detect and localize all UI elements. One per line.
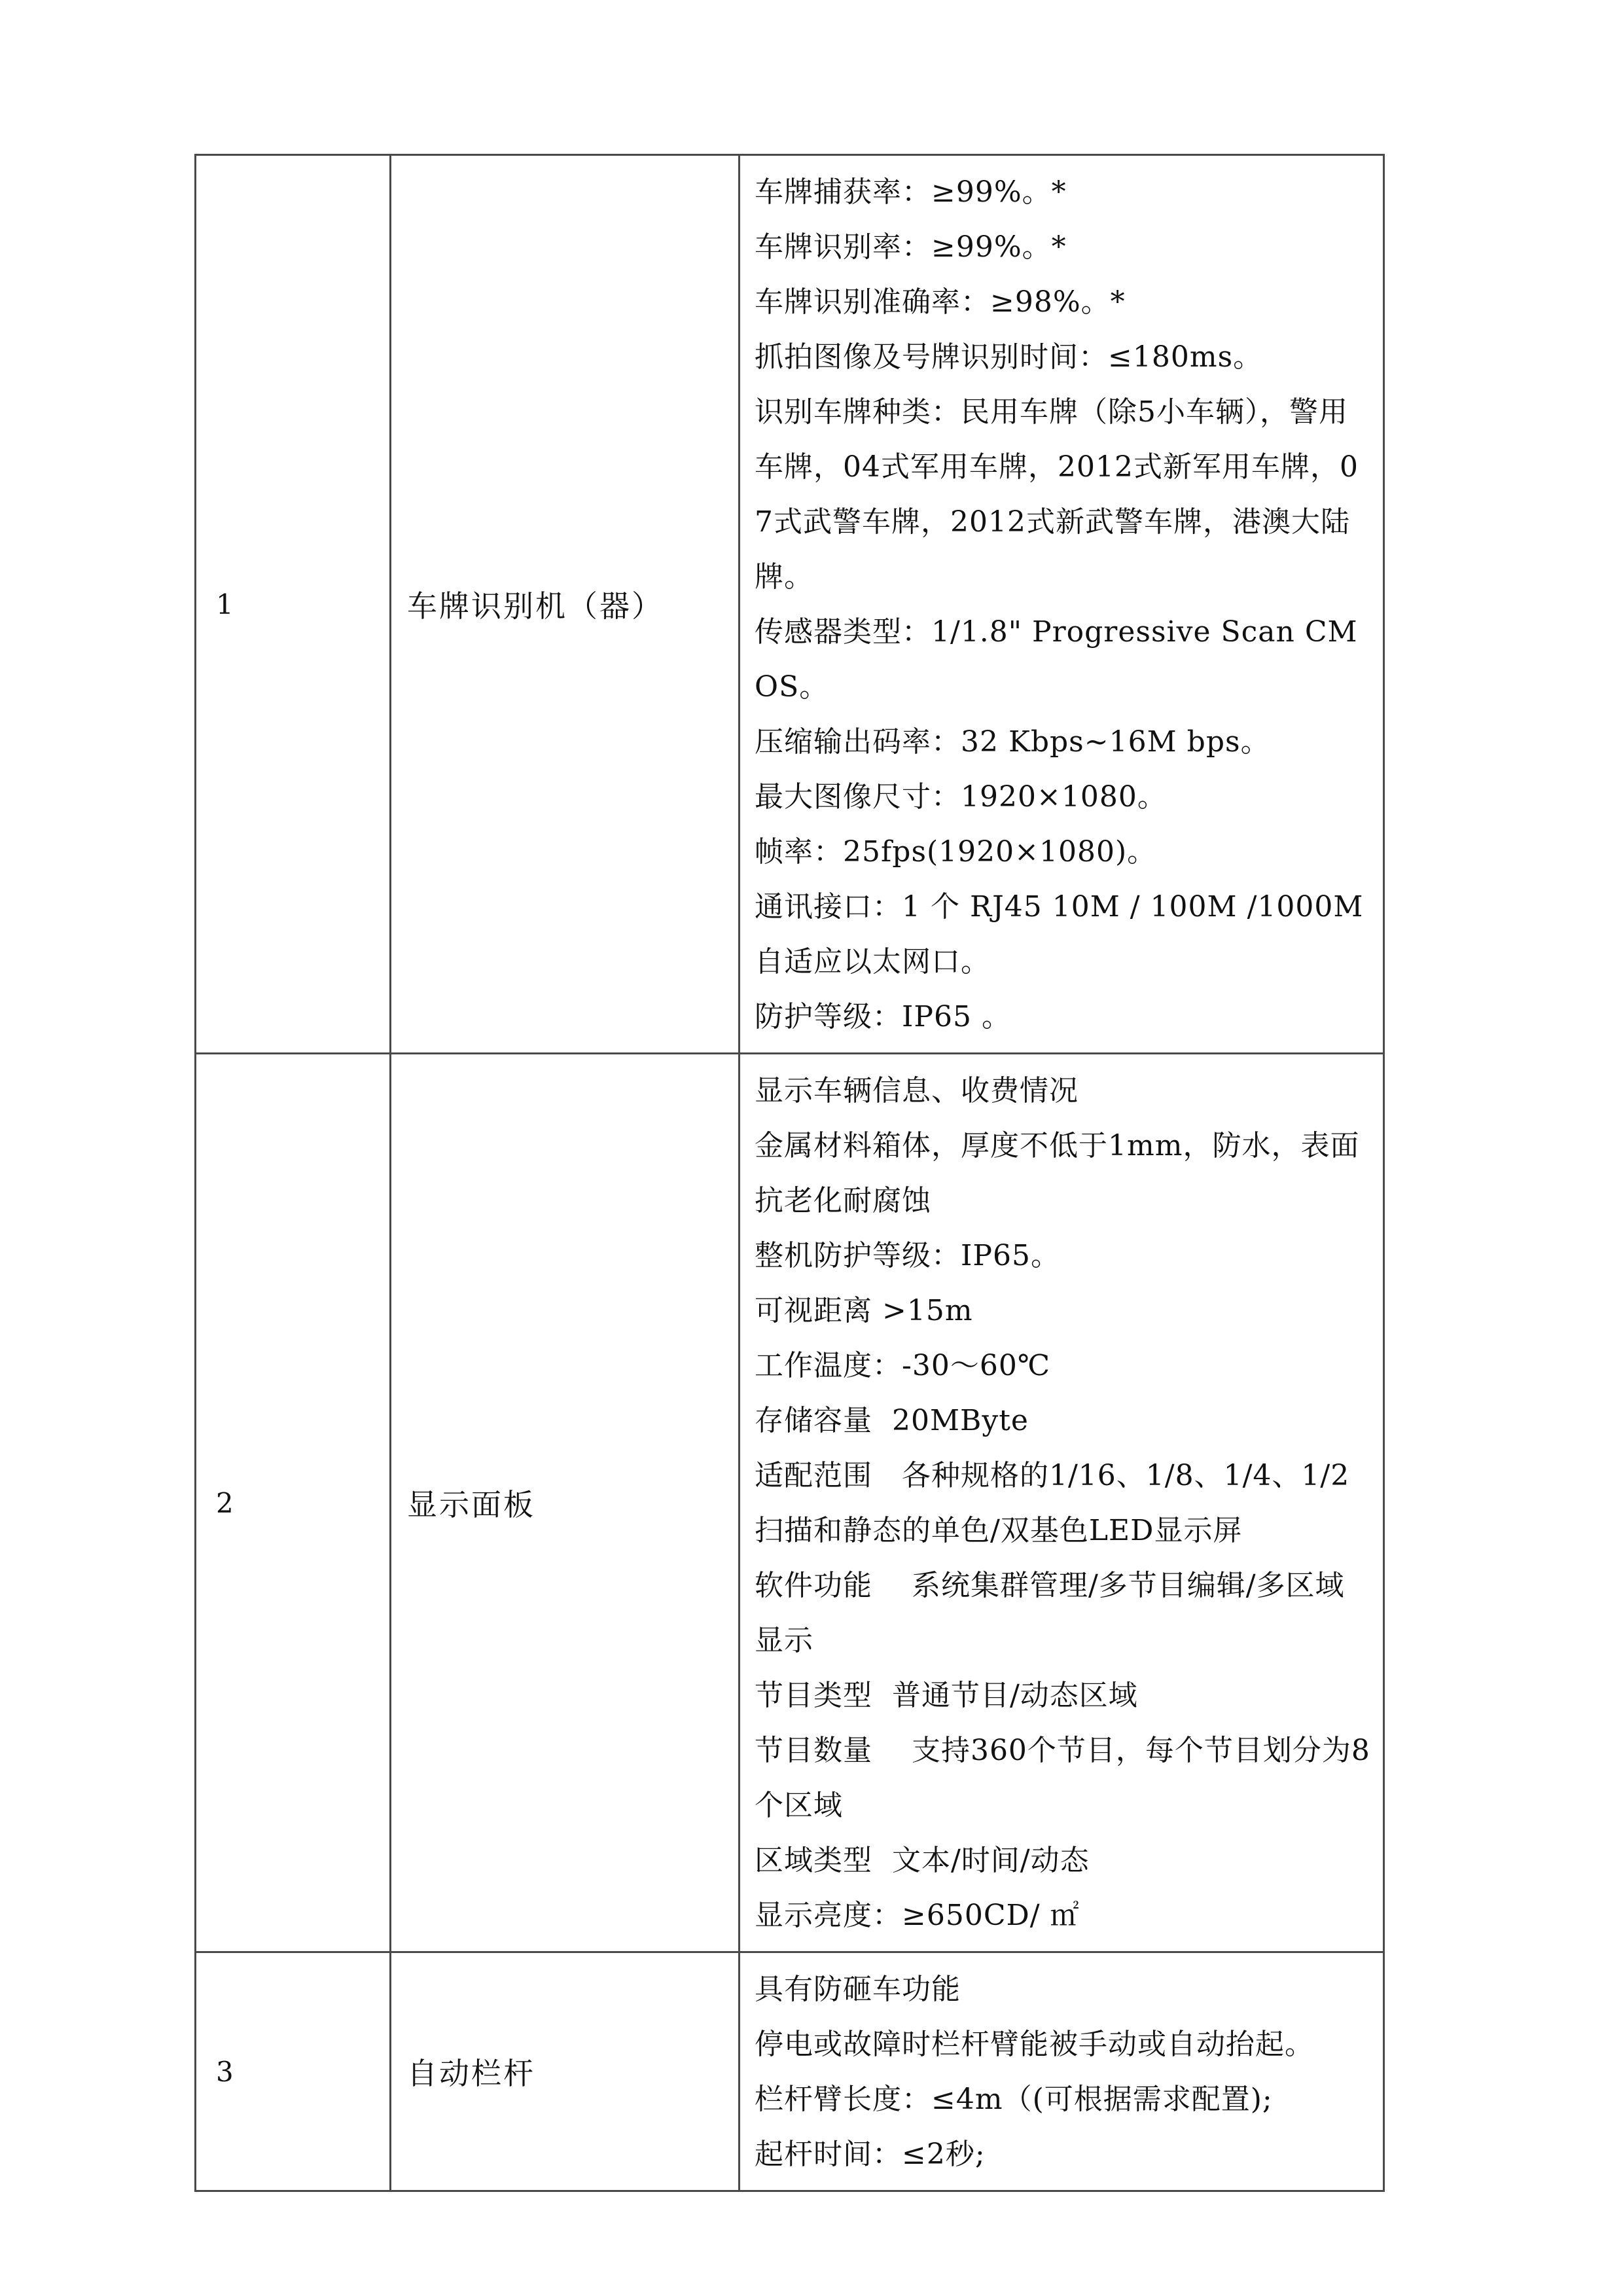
table-row: [196, 1054, 1384, 1952]
spec-line: 车牌识别率：≥99%。*: [755, 230, 1067, 264]
spec-line: 车牌捕获率：≥99%。*: [755, 175, 1067, 209]
item-name: 显示面板: [391, 1054, 740, 1952]
spec-line: 适配范围 各种规格的1/16、1/8、1/4、1/2扫描和静态的单色/双基色LED显示屏: [755, 1459, 1350, 1547]
item-name: 车牌识别机（器）: [391, 155, 740, 1054]
spec-line: 存储容量 20MByte: [755, 1404, 1029, 1437]
row-index: 1: [196, 155, 391, 1054]
row-index: 2: [196, 1054, 391, 1952]
table-row: [196, 1952, 1384, 2191]
row-index: 3: [196, 1952, 391, 2191]
spec-line: 整机防护等级：IP65。: [755, 1239, 1060, 1272]
spec-line: 起杆时间：≤2秒;: [755, 2138, 986, 2171]
spec-line: 具有防砸车功能: [755, 1973, 961, 2006]
spec-line: 传感器类型：1/1.8" Progressive Scan CMOS。: [755, 615, 1358, 704]
spec-line: 识别车牌种类：民用车牌（除5小车辆），警用车牌，04式军用车牌，2012式新军用车牌，07式武警车牌，2012式新武警车牌，港澳大陆牌。: [755, 395, 1359, 594]
spec-line: 停电或故障时栏杆臂能被手动或自动抬起。: [755, 2028, 1314, 2061]
spec-cell: [740, 1952, 1384, 2191]
item-name: 自动栏杆: [391, 1952, 740, 2191]
spec-line: 最大图像尺寸：1920×1080。: [755, 780, 1167, 814]
spec-line: 工作温度：-30～60℃: [755, 1349, 1051, 1382]
spec-line: 金属材料箱体，厚度不低于1mm，防水，表面抗老化耐腐蚀: [755, 1129, 1360, 1217]
spec-line: 帧率：25fps(1920×1080)。: [755, 835, 1157, 869]
table-row: [196, 155, 1384, 1054]
spec-line: 显示车辆信息、收费情况: [755, 1074, 1079, 1107]
spec-line: 显示亮度：≥650CD/ ㎡: [755, 1899, 1080, 1932]
spec-line: 压缩输出码率：32 Kbps~16M bps。: [755, 725, 1270, 759]
spec-cell: [740, 1054, 1384, 1952]
spec-line: 抓拍图像及号牌识别时间：≤180ms。: [755, 340, 1263, 374]
spec-table: [194, 154, 1385, 2192]
spec-line: 可视距离 >15m: [755, 1294, 973, 1327]
spec-line: 节目类型 普通节目/动态区域: [755, 1679, 1138, 1712]
spec-line: 栏杆臂长度：≤4m（(可根据需求配置);: [755, 2083, 1273, 2116]
spec-line: 防护等级：IP65 。: [755, 1000, 1011, 1033]
spec-cell: [740, 155, 1384, 1054]
spec-line: 车牌识别准确率：≥98%。*: [755, 285, 1126, 319]
spec-line: 通讯接口：1 个 RJ45 10M / 100M /1000M 自适应以太网口。: [755, 890, 1374, 978]
spec-line: 软件功能 系统集群管理/多节目编辑/多区域显示: [755, 1569, 1345, 1657]
spec-line: 区域类型 文本/时间/动态: [755, 1844, 1090, 1877]
spec-line: 节目数量 支持360个节目，每个节目划分为8个区域: [755, 1734, 1370, 1822]
